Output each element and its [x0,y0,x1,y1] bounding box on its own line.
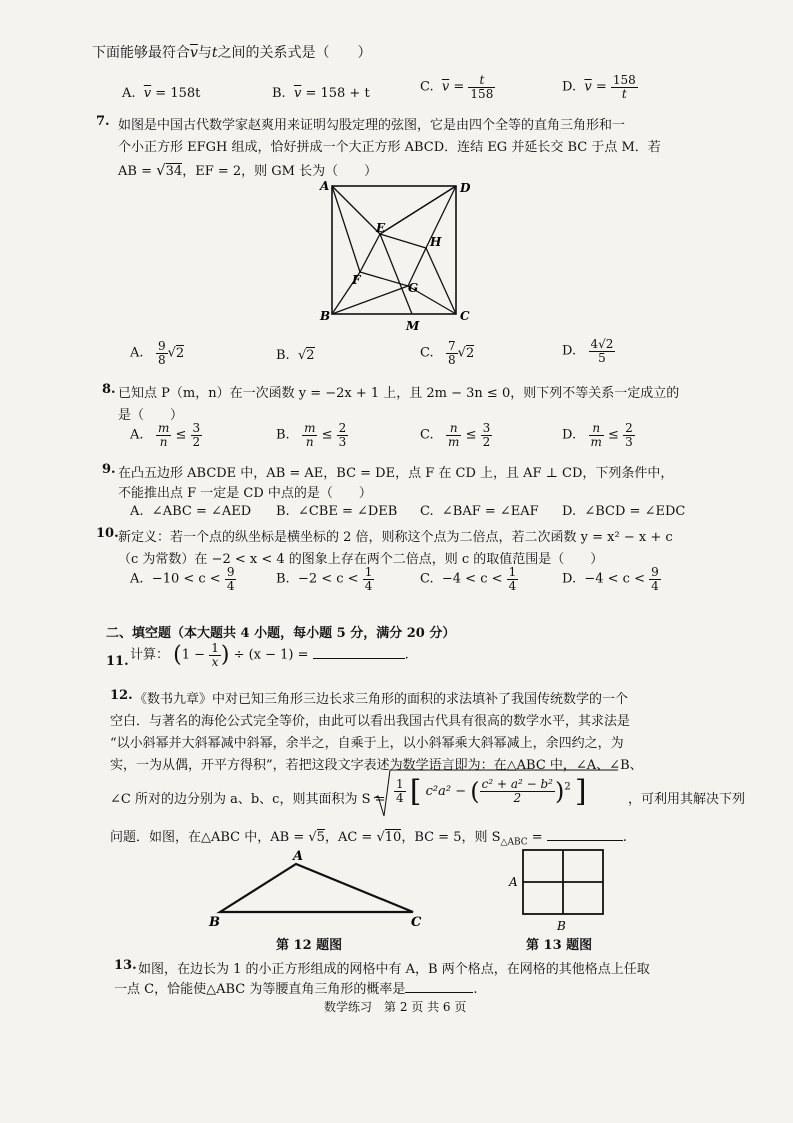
q6-option-b: B. $\overline{v} = 158 + t$ [272,86,370,101]
q13-figure [505,846,613,932]
q13-label-a: A [509,875,518,889]
q8-option-c: C. $\frac{n}{m}$ ≤ $\frac{3}{2}$ [420,421,491,449]
q6-option-c: C. $\overline{v}$ = $\frac{t}{158}$ [420,73,494,101]
q7-label-b: B [320,309,331,323]
q12-label-a: A [293,849,304,864]
q12-line3: “以小斜幂并大斜幂减中斜幂，余半之，自乘于上，以小斜幂乘大斜幂减上，余四约之，为 [110,736,624,751]
q12-number: 12. [110,688,133,703]
q7-label-e: E [376,221,386,235]
q7-line1: 如图是中国古代数学家赵爽用来证明勾股定理的弦图，它是由四个全等的直角三角形和一 [118,118,626,133]
q7-label-h: H [430,235,442,249]
q8-number: 8. [102,382,116,397]
q7-line2: 个小正方形 EFGH 组成，恰好拼成一个大正方形 ABCD．连结 EG 并延长交 BC 于点 M．若 [118,140,661,155]
q6-stem: 下面能够最符合$\overline{v}$与t之间的关系式是（ ） [92,45,372,61]
q12-caption: 第 12 题图 [276,938,343,953]
q10-option-b: B. −2 < c < $\frac{1}{4}$ [276,565,373,593]
q9-option-d: D. ∠BCD = ∠EDC [562,504,686,519]
q13-number: 13. [114,958,137,973]
q7-option-d: D. $\frac{4√2}{5}$ [562,337,614,365]
q9-line2: 不能推出点 F 一定是 CD 中点的是（ ） [118,486,372,501]
q13-line1: 如图，在边长为 1 的小正方形组成的网格中有 A，B 两个格点，在网格的其他格点上任取 [138,962,650,977]
q7-label-c: C [460,309,470,323]
q7-option-b: B. √2 [276,348,315,363]
q6-option-d: D. $\overline{v}$ = $\frac{158}{t}$ [562,73,636,101]
q12-line5b: ，可利用其解决下列 [628,792,746,807]
q13-label-b: B [557,919,566,932]
q8-option-d: D. $\frac{n}{m}$ ≤ $\frac{2}{3}$ [562,421,633,449]
q12-label-b: B [209,915,220,930]
q12-figure [205,846,430,932]
q12-line5a: ∠C 所对的边分别为 a、b、c，则其面积为 S = [110,792,386,807]
q7-label-f: F [352,273,361,287]
q10-line1: 新定义：若一个点的纵坐标是横坐标的 2 倍，则称这个点为二倍点，若二次函数 y = x² − x + c [118,530,673,545]
q7-number: 7. [96,114,110,129]
q9-option-a: A. ∠ABC = ∠AED [130,504,252,519]
q12-line4: 实，一为从偶，开平方得积”，若把这段文字表述为数学语言即为：在△ABC 中，∠A、∠B、 [110,758,643,773]
page-footer: 数学练习 第 2 页 共 6 页 [324,1000,467,1014]
q8-line2: 是（ ） [118,408,184,423]
q10-line2: （c 为常数）在 −2 < x < 4 的图象上存在两个二倍点，则 c 的取值范围是（ ） [118,552,604,567]
q12-line6: 问题．如图，在△ABC 中，AB = √5，AC = √10，BC = 5，则 $S_{\triangle ABC}$ = . [110,830,627,848]
q13-answer-blank[interactable] [405,992,473,993]
q7-figure [310,178,480,338]
q11-answer-blank[interactable] [313,658,405,659]
q12-line1: 《数书九章》中对已知三角形三边长求三角形的面积的求法填补了我国传统数学的一个 [134,692,629,707]
q11-number: 11. [106,654,129,669]
q8-option-b: B. $\frac{m}{n}$ ≤ $\frac{2}{3}$ [276,421,347,449]
q9-option-c: C. ∠BAF = ∠EAF [420,504,539,519]
q7-line3: AB = √34，EF = 2，则 GM 长为（ ） [118,161,378,179]
q10-option-a: A. −10 < c < $\frac{9}{4}$ [130,565,235,593]
q12-line2: 空白．与著名的海伦公式完全等价，由此可以看出我国古代具有很高的数学水平，其求法是 [110,714,631,729]
q13-line2: 一点 C，恰能使△ABC 为等腰直角三角形的概率是 . [114,982,478,997]
q6-option-a: A. $\overline{v} = 158t$ [122,86,201,101]
q12-answer-blank[interactable] [547,840,623,841]
q9-line1: 在凸五边形 ABCDE 中，AB = AE，BC = DE，点 F 在 CD 上，且 AF ⊥ CD，下列条件中， [118,466,674,481]
q7-label-g: G [408,281,419,295]
q10-number: 10. [96,526,119,541]
section-title: 二、填空题（本大题共 4 小题，每小题 5 分，满分 20 分） [106,626,456,641]
q7-option-a: A. $\frac{9}{8}$ √2 [130,339,185,367]
q9-number: 9. [102,462,116,477]
q7-label-m: M [406,319,420,333]
q10-option-c: C. −4 < c < $\frac{1}{4}$ [420,565,517,593]
q8-line1: 已知点 P（m，n）在一次函数 y = −2x + 1 上，且 2m − 3n ≤ 0，则下列不等关系一定成立的 [118,386,680,401]
q8-option-a: A. $\frac{m}{n}$ ≤ $\frac{3}{2}$ [130,421,201,449]
q10-option-d: D. −4 < c < $\frac{9}{4}$ [562,565,659,593]
q12-label-c: C [411,915,422,930]
q9-option-b: B. ∠CBE = ∠DEB [276,504,398,519]
q7-label-a: A [320,179,330,193]
q11-expression: 计算： (1 − $\frac{1}{x}$ ) ÷ (x − 1) = . [130,641,409,669]
q7-label-d: D [460,181,471,195]
q12-formula: $\frac{1}{4}$ [ c²a² − ( $\frac{\text{c² + a² − b²}}{2}$ )$^2$ ] [372,768,620,824]
q7-option-c: C. $\frac{7}{8}$ √2 [420,339,475,367]
q13-caption: 第 13 题图 [526,938,593,953]
